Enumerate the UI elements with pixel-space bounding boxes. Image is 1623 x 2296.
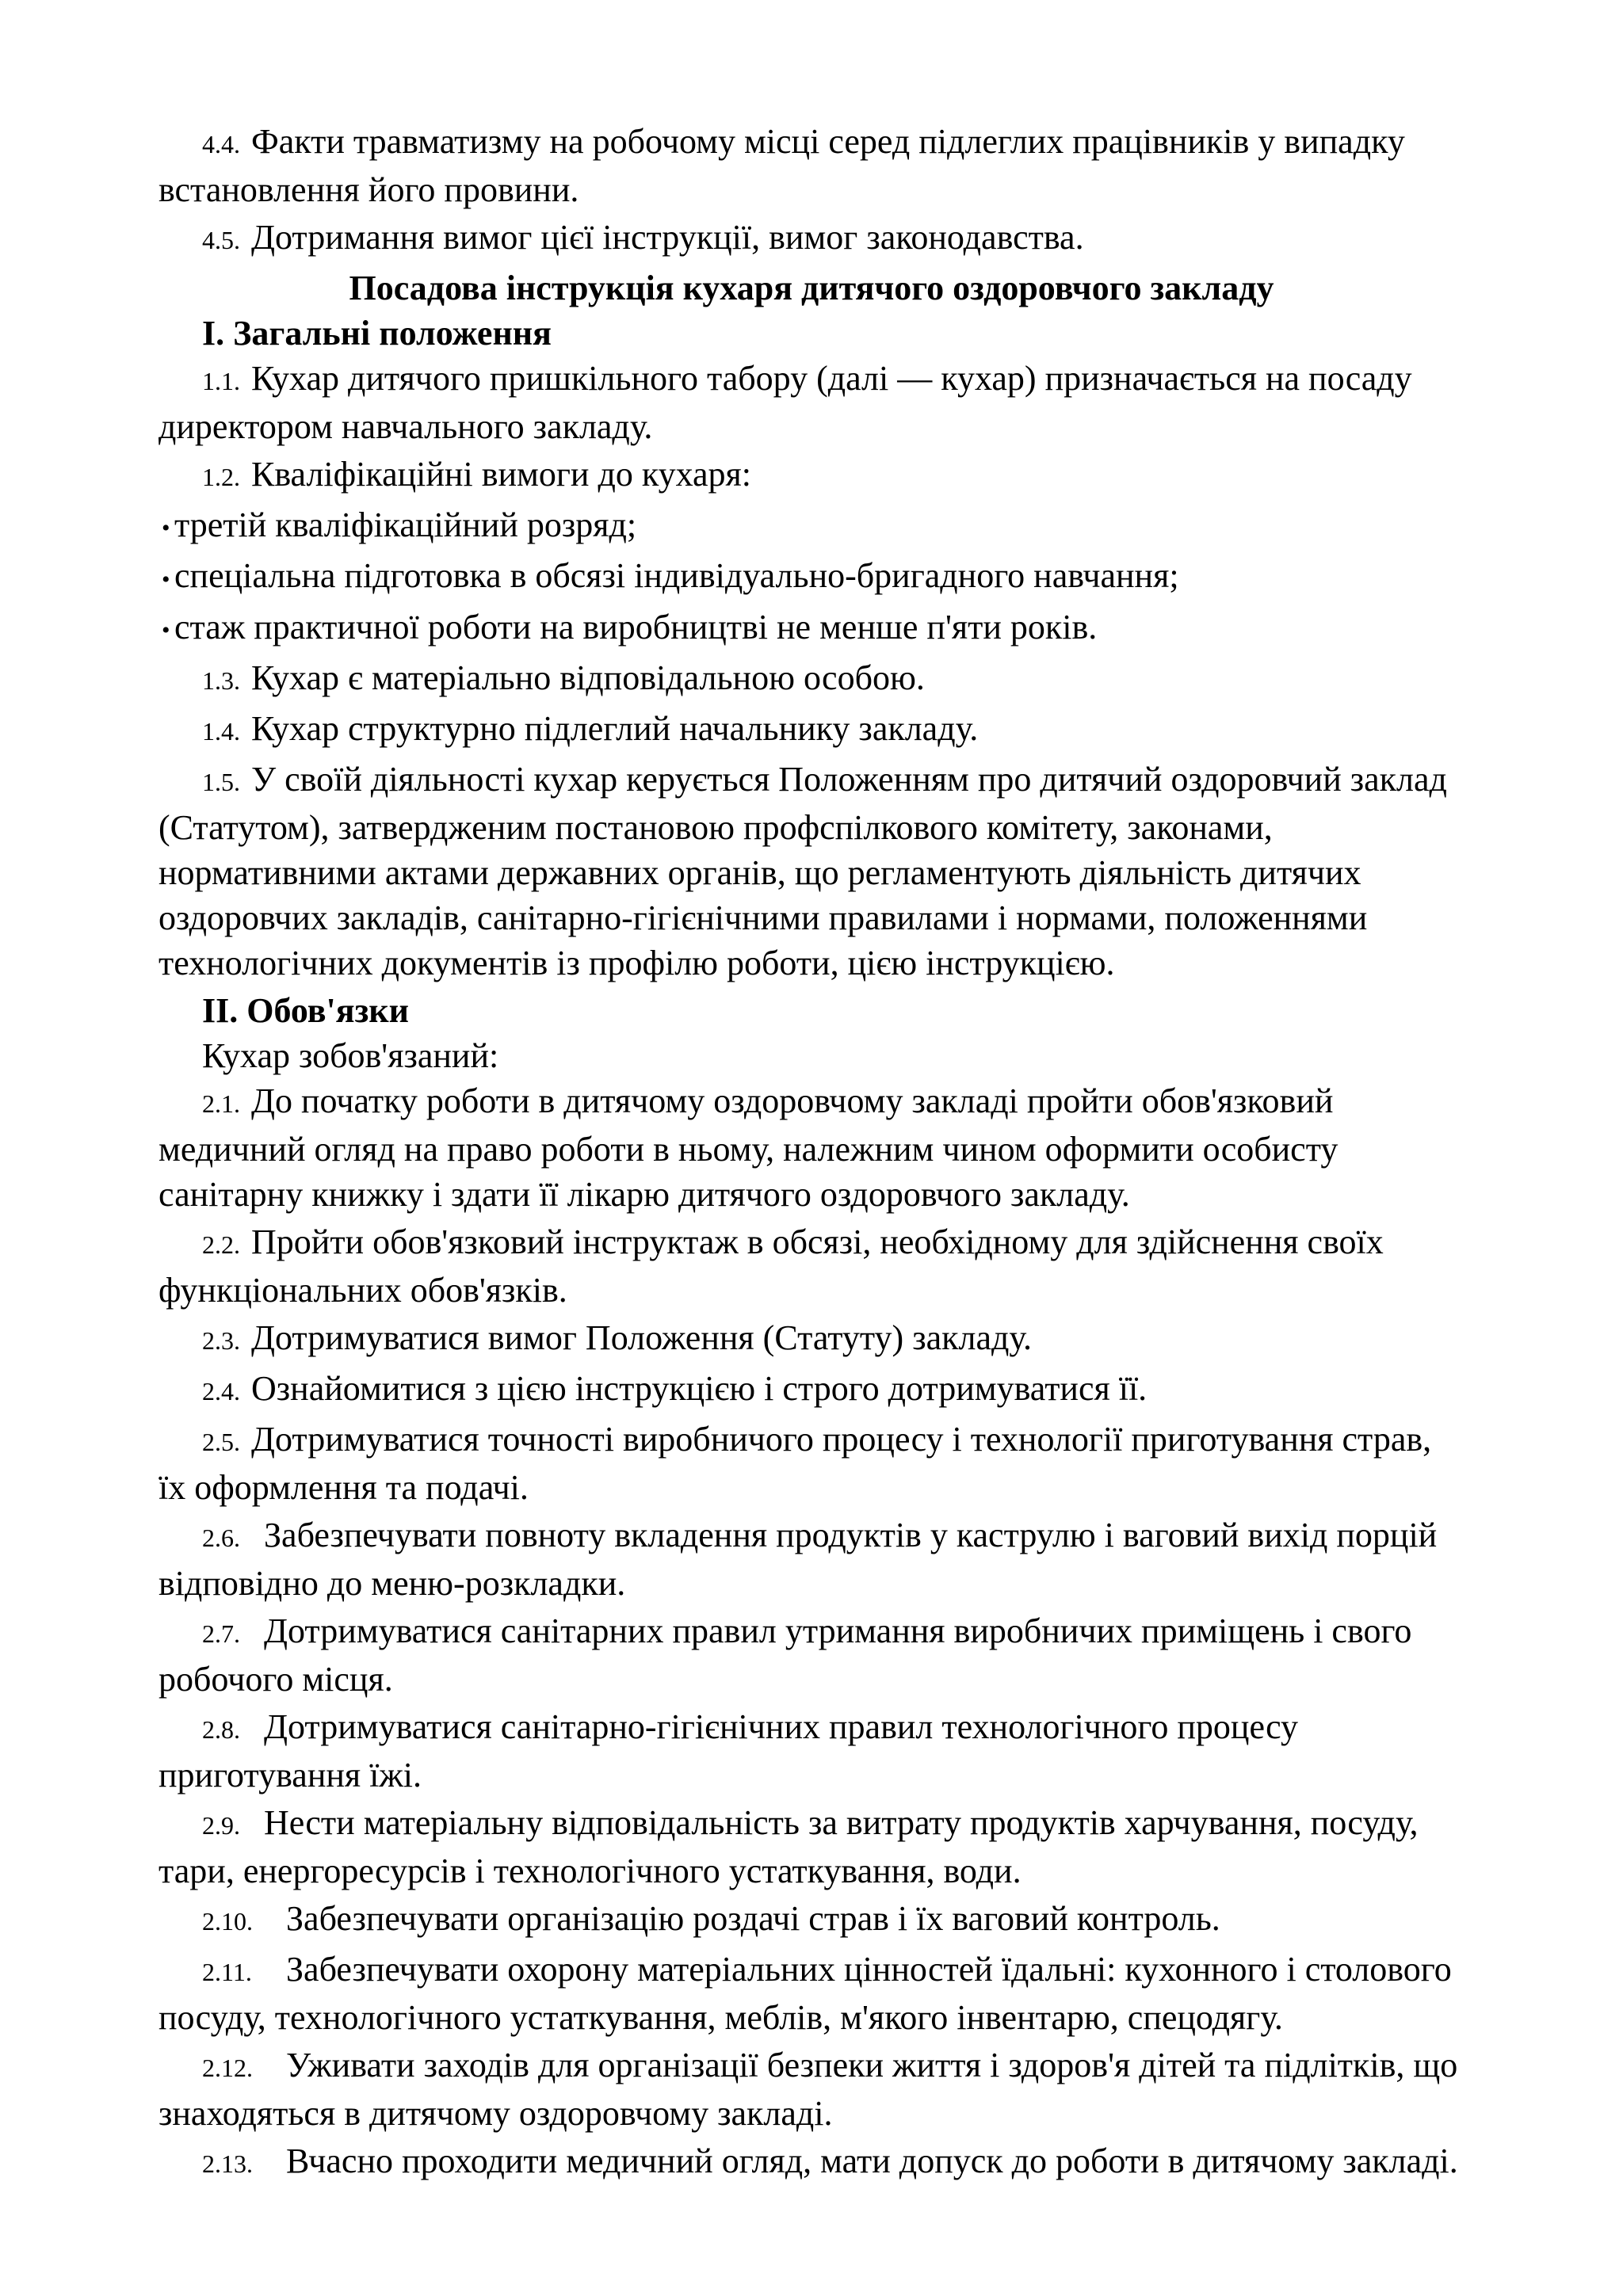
item-number: 2.4. (202, 1377, 240, 1406)
item-text: Дотримуватися санітарно-гігієнічних правил технологічного процесу приготування їжі. (158, 1707, 1299, 1795)
item-number: 4.4. (202, 130, 240, 158)
bullet-icon: • (162, 566, 170, 593)
item-number: 2.8. (202, 1715, 240, 1745)
list-item (158, 655, 1465, 704)
list-item (158, 1417, 1465, 1510)
item-number: 2.6. (202, 1524, 240, 1553)
item-text: Кухар структурно підлеглий начальнику закладу. (251, 709, 979, 749)
item-text: Дотримуватися вимог Положення (Статуту) закладу. (251, 1318, 1032, 1358)
item-text: Кваліфікаційні вимоги до кухаря: (251, 455, 752, 494)
list-item (158, 452, 1465, 500)
item-text: Забезпечувати повноту вкладення продуктів у каструлю і ваговий вихід порцій відповідно до меню-розкладки. (158, 1516, 1438, 1604)
list-item (158, 1366, 1465, 1414)
list-item (158, 706, 1465, 754)
item-number: 2.11. (202, 1958, 252, 1987)
bullet-icon: • (162, 515, 170, 542)
item-text: Пройти обов'язковий інструктаж в обсязі, необхідному для здійснення своїх функціональних обов'язків. (158, 1222, 1384, 1310)
bullet-icon: • (162, 617, 170, 644)
item-number: 1.2. (202, 463, 240, 491)
item-number: 2.13. (202, 2149, 253, 2179)
item-text: До початку роботи в дитячому оздоровчому закладі пройти обов'язковий медичний огляд на право роботи в ньому, належним чином оформити особисту санітарну книжку і здати її лікарю дитячого оздоровчого закладу. (158, 1081, 1338, 1215)
list-item (158, 215, 1465, 263)
item-number: 1.4. (202, 717, 240, 746)
item-text: Кухар є матеріально відповідальною особою. (251, 658, 925, 698)
item-text: Уживати заходів для організації безпеки життя і здоров'я дітей та підлітків, що знаходяться в дитячому оздоровчому закладі. (158, 2046, 1458, 2134)
list-item (158, 1947, 1465, 2040)
section-heading-duties: ІІ. Обов'язки (202, 991, 409, 1031)
document-page (158, 119, 1465, 2189)
bullet-item (158, 553, 1465, 601)
item-number: 1.5. (202, 768, 240, 797)
item-number: 1.1. (202, 367, 240, 395)
list-item (158, 356, 1465, 449)
item-text: У своїй діяльності кухар керується Положенням про дитячий оздоровчий заклад (Статутом), затвердженим постановою профспілкового комітету, законами, нормативними актами державних органів, що регламентують діяльність дитячих оздоровчих закладів, санітарно-гігієнічними правилами і нормами, положеннями технологічних документів із профілю роботи, цією інструкцією. (158, 760, 1447, 983)
section-heading-general: І. Загальні положення (202, 314, 552, 353)
item-text: Забезпечувати охорону матеріальних цінностей їдальні: кухонного і столового посуду, технологічного устаткування, меблів, м'якого інвентарю, спецодягу. (158, 1950, 1452, 2038)
item-number: 2.10. (202, 1907, 253, 1936)
item-number: 2.5. (202, 1428, 240, 1457)
document-title: Посадова інструкція кухаря дитячого оздоровчого закладу (349, 269, 1274, 307)
item-number: 4.5. (202, 226, 240, 254)
item-text: Дотримання вимог цієї інструкції, вимог законодавства. (251, 218, 1084, 257)
list-item (158, 1608, 1465, 1702)
item-number: 2.9. (202, 1811, 240, 1840)
list-item (158, 2042, 1465, 2136)
list-item (158, 2138, 1465, 2187)
list-item (158, 1704, 1465, 1798)
list-item (158, 1800, 1465, 1894)
item-number: 2.1. (202, 1089, 240, 1119)
item-text: Вчасно проходити медичний огляд, мати допуск до роботи в дитячому закладі. (286, 2142, 1458, 2181)
list-item (158, 119, 1465, 212)
list-item (158, 1896, 1465, 1944)
bullet-text: стаж практичної роботи на виробництві не менше п'яти років. (174, 607, 1098, 646)
list-item (158, 1219, 1465, 1313)
duties-intro: Кухар зобов'язаний: (202, 1036, 499, 1076)
bullet-text: спеціальна підготовка в обсязі індивідуально-бригадного навчання; (174, 556, 1179, 596)
item-text: Дотримуватися санітарних правил утримання виробничих приміщень і свого робочого місця. (158, 1611, 1412, 1699)
list-item (158, 1512, 1465, 1606)
item-number: 2.7. (202, 1619, 240, 1649)
list-item (158, 757, 1465, 986)
item-text: Факти травматизму на робочому місці серед підлеглих працівників у випадку встановлення його провини. (158, 122, 1405, 209)
bullet-item (158, 605, 1465, 653)
list-item (158, 1078, 1465, 1217)
item-text: Нести матеріальну відповідальність за витрату продуктів харчування, посуду, тари, енергоресурсів і технологічного устаткування, води. (158, 1803, 1419, 1891)
item-text: Дотримуватися точності виробничого процесу і технології приготування страв, їх оформлення та подачі. (158, 1420, 1432, 1508)
item-number: 2.3. (202, 1326, 240, 1356)
item-text: Кухар дитячого пришкільного табору (далі — кухар) призначається на посаду директором навчального закладу. (158, 359, 1412, 446)
bullet-text: третій кваліфікаційний розряд; (174, 505, 637, 544)
item-number: 2.2. (202, 1230, 240, 1260)
item-text: Забезпечувати організацію роздачі страв і їх ваговий контроль. (286, 1899, 1220, 1939)
list-item (158, 1315, 1465, 1363)
item-number: 2.12. (202, 2054, 253, 2083)
bullet-item (158, 502, 1465, 551)
item-number: 1.3. (202, 666, 240, 696)
item-text: Ознайомитися з цією інструкцією і строго дотримуватися її. (251, 1369, 1148, 1409)
